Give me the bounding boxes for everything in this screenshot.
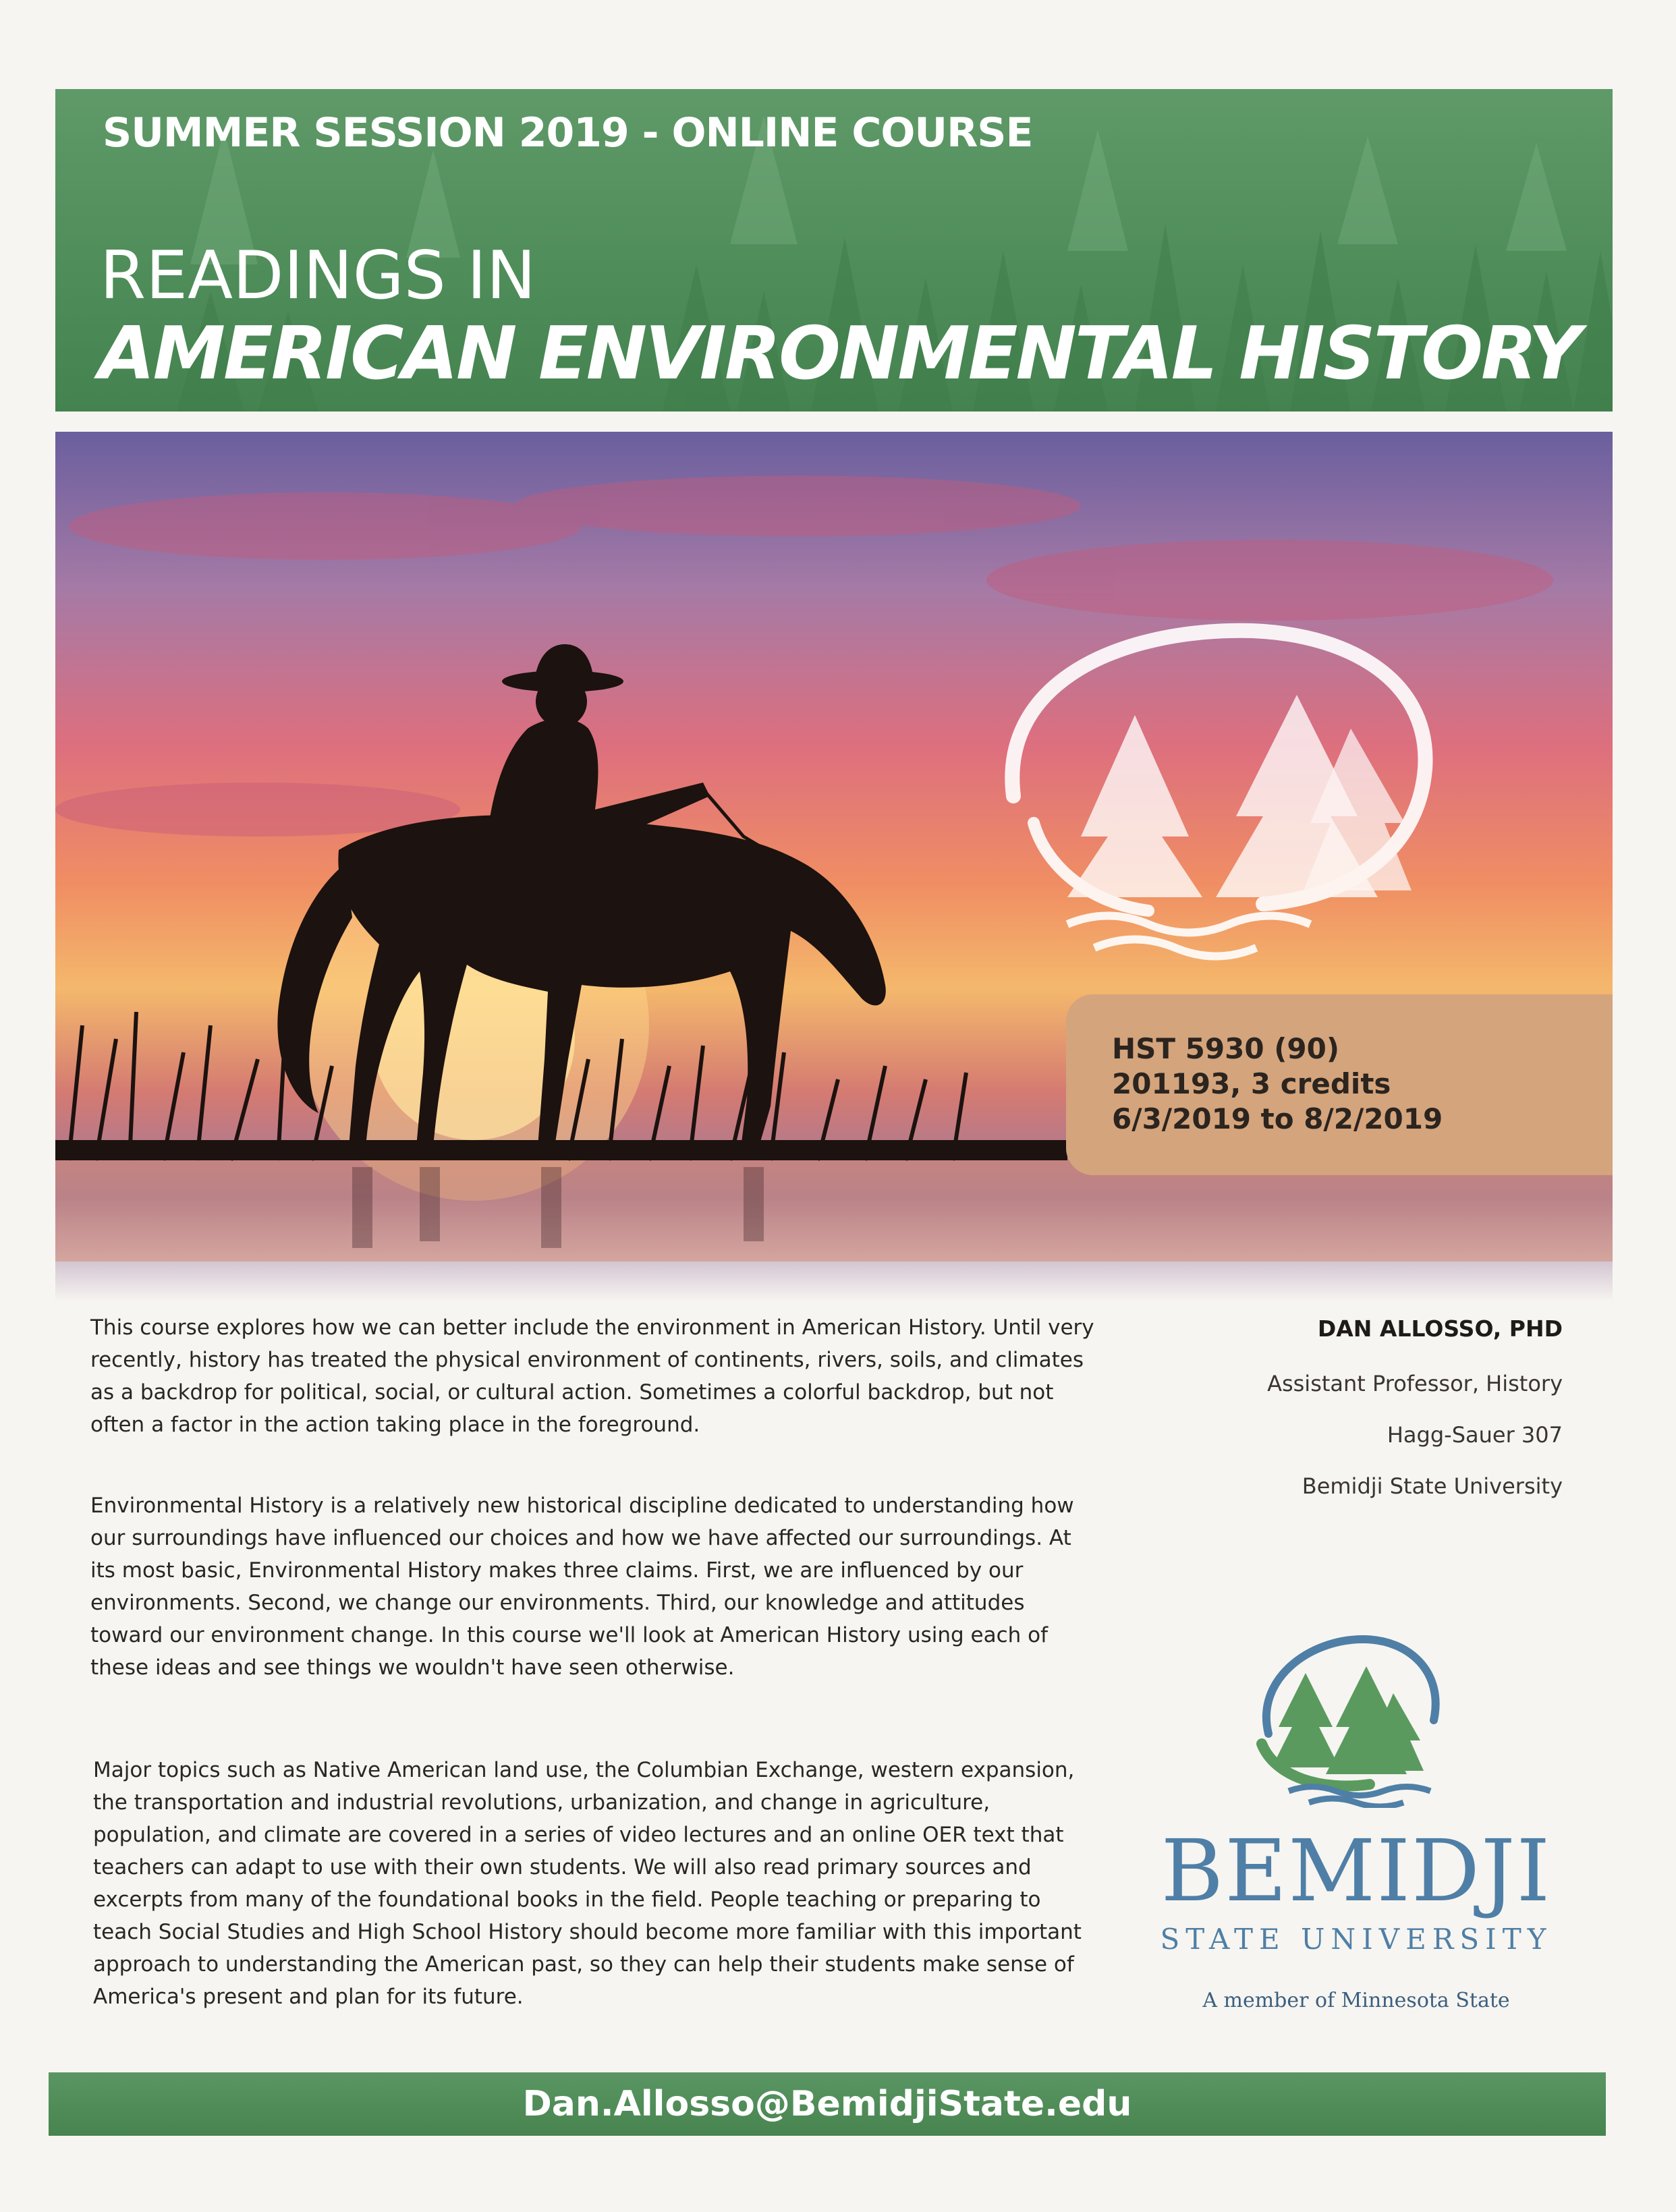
course-dates: 6/3/2019 to 8/2/2019 <box>1112 1102 1443 1135</box>
instructor-institution: Bemidji State University <box>1302 1473 1563 1499</box>
bsu-member-line: A member of Minnesota State <box>1202 1989 1510 2012</box>
instructor-title: Assistant Professor, History <box>1267 1371 1563 1396</box>
instructor-office: Hagg-Sauer 307 <box>1387 1422 1563 1448</box>
bsu-outline-logo <box>1012 631 1425 957</box>
contact-email-link[interactable]: Dan.Allosso@BemidjiState.edu <box>522 2084 1132 2124</box>
description-paragraph-3: Major topics such as Native American land use, the Columbian Exchange, western expansion, the transportation and industrial revolutions, urbanization, and change in agriculture, population, and climate are covered in a series of video lectures and an online OER text that teachers can adapt to use with their own students. We will also read primary sources and excerpts from many of the foundational books in the field. People teaching or preparing to teach Social Studies and High School History should become more familiar with this important approach to understanding the American past, so they can help their students make sense of America's present and plan for its future. <box>93 1758 1082 2009</box>
bsu-wordmark: BEMIDJI <box>1161 1821 1552 1921</box>
course-crn-credits: 201193, 3 credits <box>1112 1067 1391 1100</box>
header-banner <box>55 89 1613 412</box>
bsu-subtitle: STATE UNIVERSITY <box>1160 1923 1553 1956</box>
title-line-2: AMERICAN ENVIRONMENTAL HISTORY <box>99 312 1580 396</box>
title-line-1: READINGS IN <box>100 237 536 314</box>
reed-base <box>55 1140 1067 1160</box>
course-code: HST 5930 (90) <box>1112 1032 1340 1065</box>
description-paragraph-1: This course explores how we can better include the environment in American History. Until very recently, history has treated the physical environment of continents, rivers, soils, and climates as a backdrop for political, social, or cultural action. Sometimes a colorful backdrop, but not often a factor in the action taking place in the foreground. <box>90 1315 1094 1437</box>
session-label: SUMMER SESSION 2019 - ONLINE COURSE <box>103 109 1033 157</box>
footer-bar <box>49 2072 1606 2136</box>
instructor-name: DAN ALLOSSO, PHD <box>1317 1315 1563 1342</box>
description-paragraph-2: Environmental History is a relatively new historical discipline dedicated to understanding how our surroundings have influenced our choices and how we have affected our surroundings. At its most basic, Environmental History makes three claims. First, we are influenced by our environments. Second, we change our environments. Third, our knowledge and attitudes toward our environment change. In this course we'll look at American History using each of these ideas and see things we wouldn't have seen otherwise. <box>90 1494 1074 1680</box>
bsu-pine-trees-logo-icon <box>1248 1633 1444 1808</box>
course-info-box <box>1066 994 1613 1175</box>
